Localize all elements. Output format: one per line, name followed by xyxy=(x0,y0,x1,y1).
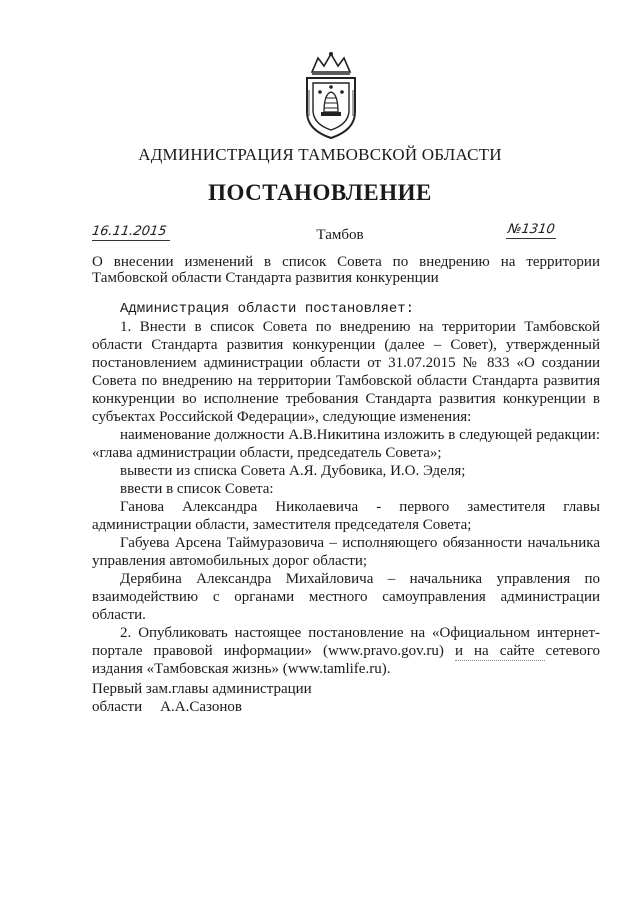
paragraph-add: ввести в список Совета: xyxy=(120,481,274,497)
paragraph-gabuev: Габуева Арсена Таймуразовича – исполняющего обязанности начальника управления автомобильных дорог области; xyxy=(92,535,600,569)
signature-name: А.А.Сазонов xyxy=(160,699,242,715)
separator-line xyxy=(455,660,545,661)
tambov-coat-of-arms-icon xyxy=(298,50,364,140)
paragraph-1: 1. Внести в список Совета по внедрению на территории Тамбовской области Стандарта развития конкуренции (далее – Совет), утвержденный постановлением администрации области от 31.07.2015 № 833 «О создании Совета по внедрению на территории Тамбовской области Стандарта развития конкуренции во исполнение требования Стандарта развития конкуренции в субъектах Российской Федерации», следующие изменения: xyxy=(92,319,600,425)
document-date: 16.11.2015 xyxy=(90,224,168,239)
document-body xyxy=(92,300,600,678)
signature-title-region: области xyxy=(92,699,143,715)
paragraph-ganov: Ганова Александра Николаевича - первого заместителя главы администрации области, заместителя председателя Совета; xyxy=(92,499,600,533)
signature-title: Первый зам.главы администрации xyxy=(92,681,312,697)
preamble: Администрация области постановляет: xyxy=(120,301,415,317)
agency-title: АДМИНИСТРАЦИЯ ТАМБОВСКОЙ ОБЛАСТИ xyxy=(138,145,502,164)
paragraph-remove: вывести из списка Совета А.Я. Дубовика, И.О. Эделя; xyxy=(120,463,466,479)
document-city: Тамбов xyxy=(316,227,364,243)
document-number: №1310 xyxy=(506,222,556,237)
document-type-title: ПОСТАНОВЛЕНИЕ xyxy=(208,180,432,205)
paragraph-2: 2. Опубликовать настоящее постановление на «Официальном интернет-портале правовой информации» (www.pravo.gov.ru) и на сайте сетевого издания «Тамбовская жизнь» (www.tamlife.ru). xyxy=(92,625,600,677)
number-underline xyxy=(506,238,556,239)
paragraph-rename: наименование должности А.В.Никитина изложить в следующей редакции: «глава администрации области, председатель Совета»; xyxy=(92,427,600,461)
document-subject: О внесении изменений в список Совета по внедрению на территории Тамбовской области Стандарта развития конкуренции xyxy=(92,254,600,286)
paragraph-deryabin: Дерябина Александра Михайловича – начальника управления по взаимодействию с органами местного самоуправления администрации области. xyxy=(92,571,600,623)
signature-block xyxy=(92,680,312,716)
